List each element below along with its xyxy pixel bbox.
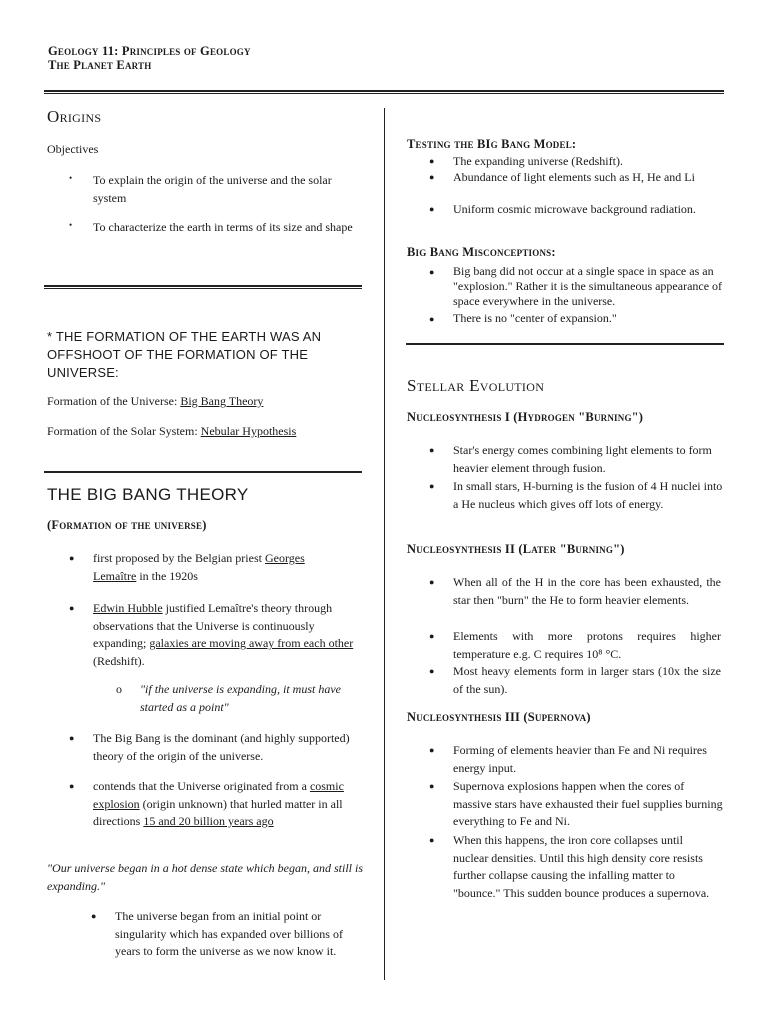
universe-quote: "Our universe began in a hot dense state which began, and still is expanding."	[47, 861, 364, 893]
big-bang-theory-link: Big Bang Theory	[180, 394, 264, 408]
document-subtitle: The Planet Earth	[48, 58, 152, 72]
objectives-label: Objectives	[47, 142, 99, 156]
n2-item: Elements with more protons requires higher temperature e.g. C requires 10⁸ °C.	[453, 629, 721, 661]
section-rule	[44, 471, 362, 473]
list-bullet: ●	[429, 835, 435, 845]
text: justified Lemaître's theory through observations that the Universe is continuously expanding;	[93, 601, 333, 650]
lemaitre-link: Georges Lemaître	[93, 551, 305, 583]
objective-bullet: •	[69, 173, 73, 183]
hubble-link: Edwin Hubble	[93, 601, 163, 615]
header-rule	[44, 90, 724, 92]
big-bang-point	[93, 778, 358, 831]
misconception-item: There is no "center of expansion."	[453, 311, 617, 325]
formation-solar	[47, 423, 367, 441]
column-divider	[384, 108, 385, 980]
formation-statement: * THE FORMATION OF THE EARTH WAS AN OFFSHOOT OF THE FORMATION OF THE UNIVERSE:	[47, 329, 322, 380]
nucleosynthesis-2-heading: Nucleosynthesis II (Later "Burning")	[407, 542, 625, 556]
misconceptions-heading: Big Bang Misconceptions:	[407, 245, 556, 259]
list-bullet: ●	[69, 733, 75, 743]
big-bang-point	[93, 550, 351, 585]
billion-years-link: 15 and 20 billion years ago	[143, 814, 274, 828]
text: in the 1920s	[136, 568, 198, 583]
nebular-hypothesis-link: Nebular Hypothesis	[200, 424, 297, 438]
formation-universe	[47, 393, 367, 411]
nucleosynthesis-3-heading: Nucleosynthesis III (Supernova)	[407, 710, 591, 724]
text: first proposed by the Belgian priest	[93, 551, 265, 565]
n3-item: Forming of elements heavier than Fe and Ni requires energy input.	[453, 743, 707, 775]
list-bullet: ●	[69, 553, 75, 563]
list-bullet: ●	[69, 603, 75, 613]
big-bang-point: The Big Bang is the dominant (and highly supported) theory of the origin of the universe.	[93, 731, 350, 763]
testing-item: The expanding universe (Redshift).	[453, 154, 623, 168]
sub-quote: "if the universe is expanding, it must have started as a point"	[140, 682, 341, 714]
list-bullet: ●	[429, 267, 435, 277]
misconception-item: Big bang did not occur at a single space in space as an "explosion." Rather it is the simultaneous appearance of space everywhere in the universe.	[453, 264, 723, 308]
objective-item: To characterize the earth in terms of its size and shape	[93, 220, 353, 234]
big-bang-subtitle: (Formation of the universe)	[47, 518, 207, 532]
text: contends that the Universe originated from a	[93, 779, 310, 793]
section-rule	[406, 343, 724, 345]
big-bang-point: The universe began from an initial point or singularity which has expanded over billions of years to form the universe as we now know it.	[115, 909, 343, 958]
list-bullet: ●	[429, 172, 435, 182]
sub-bullet: o	[116, 682, 122, 696]
list-bullet: ●	[429, 445, 435, 455]
text: (origin unknown) that hurled matter in all directions	[93, 796, 343, 828]
formation-universe-label: Formation of the Universe:	[47, 394, 181, 408]
list-bullet: ●	[429, 781, 435, 791]
list-bullet: ●	[429, 481, 435, 491]
list-bullet: ●	[429, 577, 435, 587]
nucleosynthesis-1-heading: Nucleosynthesis I (Hydrogen "Burning")	[407, 410, 644, 424]
testing-item: Uniform cosmic microwave background radiation.	[453, 202, 696, 216]
big-bang-heading: THE BIG BANG THEORY	[47, 485, 249, 504]
list-bullet: ●	[91, 911, 97, 921]
origins-heading: Origins	[47, 107, 102, 126]
formation-solar-label: Formation of the Solar System:	[47, 424, 201, 438]
list-bullet: ●	[429, 156, 435, 166]
stellar-heading: Stellar Evolution	[407, 376, 545, 395]
text: (Redshift).	[93, 653, 145, 668]
galaxies-link: galaxies are moving away from each other	[149, 636, 354, 650]
objective-item: To explain the origin of the universe and the solar system	[93, 173, 332, 205]
cosmic-explosion-link: cosmic explosion	[93, 779, 344, 811]
n2-item: When all of the H in the core has been exhausted, the star then "burn" the He to form heavier elements.	[453, 575, 721, 607]
n3-item: When this happens, the iron core collapses until nuclear densities. Until this high density core resists further collapse causing the infalling matter to "bounce." This sudden bounce produces a supernova.	[453, 833, 710, 900]
list-bullet: ●	[429, 666, 435, 676]
n3-item: Supernova explosions happen when the cores of massive stars have exhausted their fuel supplies burning everything to Fe and Ni.	[453, 779, 723, 828]
list-bullet: ●	[69, 781, 75, 791]
section-rule-thin	[44, 288, 362, 289]
list-bullet: ●	[429, 631, 435, 641]
n1-item: In small stars, H-burning is the fusion of 4 H nuclei into a He nucleus which gives off lots of energy.	[453, 479, 723, 511]
testing-heading: Testing the BIg Bang Model:	[407, 137, 577, 151]
section-rule	[44, 285, 362, 287]
n2-item: Most heavy elements form in larger stars (10x the size of the sun).	[453, 664, 721, 696]
list-bullet: ●	[429, 314, 435, 324]
list-bullet: ●	[429, 745, 435, 755]
n1-item: Star's energy comes combining light elements to form heavier element through fusion.	[453, 443, 712, 475]
big-bang-point	[93, 600, 355, 670]
course-title: Geology 11: Principles of Geology	[48, 44, 251, 58]
objective-bullet: •	[69, 220, 73, 230]
header-rule-thin	[44, 93, 724, 94]
testing-item: Abundance of light elements such as H, He and Li	[453, 170, 695, 184]
list-bullet: ●	[429, 204, 435, 214]
